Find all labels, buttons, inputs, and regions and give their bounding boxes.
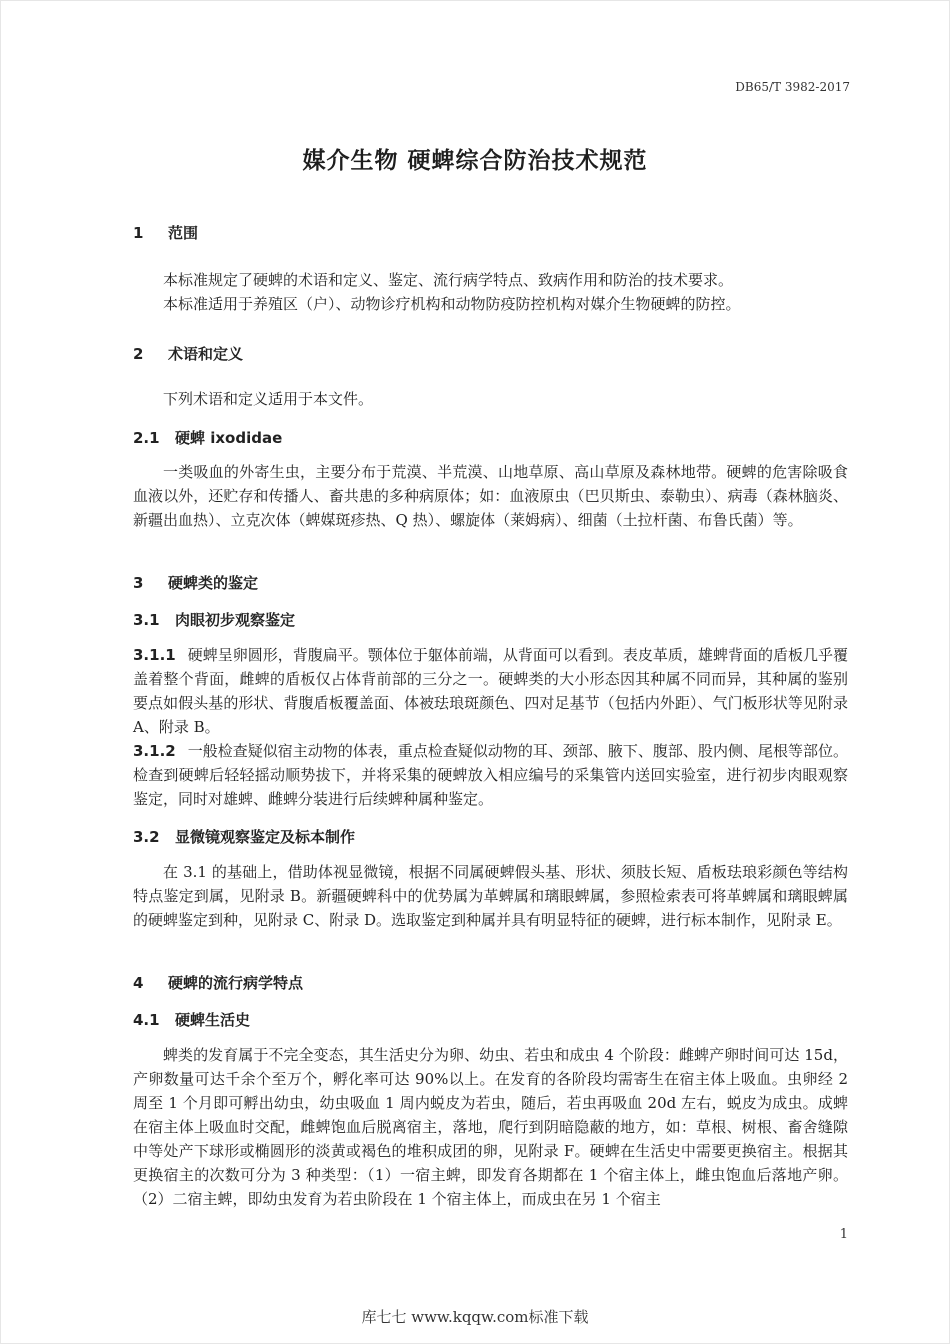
section-4-1-heading (133, 1009, 250, 1030)
section-number: 2.1 (133, 429, 160, 447)
clause-3-1-2 (133, 739, 848, 811)
section-number: 4 (133, 974, 144, 992)
clause-3-1-1 (133, 643, 848, 739)
section-title: 术语和定义 (168, 345, 244, 363)
section-2-1-paragraph: 一类吸血的外寄生虫，主要分布于荒漠、半荒漠、山地草原、高山草原及森林地带。硬蜱的危害除吸食血液以外，还贮存和传播人、畜共患的多种病原体；如：血液原虫（巴贝斯虫、泰勒虫）、病毒（森林脑炎、新疆出血热）、立克次体（蜱媒斑疹热、Q 热）、螺旋体（莱姆病）、细菌（土拉杆菌、布鲁氏菌）等。 (133, 463, 848, 529)
clause-number: 3.1.2 (133, 742, 176, 760)
clause-text: 硬蜱呈卵圆形，背腹扁平。颚体位于躯体前端，从背面可以看到。表皮革质，雄蜱背面的盾板几乎覆盖着整个背面，雌蜱的盾板仅占体背前部的三分之一。硬蜱类的大小形态因其种属不同而异，其种属的鉴别要点如假头基的形状、背腹盾板覆盖面、体被珐琅斑颜色、四对足基节（包括内外距）、气门板形状等见附录 A、附录 B。 (133, 646, 848, 736)
section-number: 3.1 (133, 611, 160, 629)
section-3-heading (133, 572, 258, 593)
section-title: 硬蜱生活史 (175, 1011, 251, 1029)
section-title: 肉眼初步观察鉴定 (175, 611, 296, 629)
section-title: 范围 (168, 224, 199, 242)
section-number: 2 (133, 345, 144, 363)
section-2-paragraph: 下列术语和定义适用于本文件。 (163, 390, 374, 408)
section-number: 3.2 (133, 828, 160, 846)
section-1-paragraph-1: 本标准规定了硬蜱的术语和定义、鉴定、流行病学特点、致病作用和防治的技术要求。 (163, 271, 734, 289)
section-number: 3 (133, 574, 144, 592)
section-1-heading (133, 222, 198, 243)
section-title: 显微镜观察鉴定及标本制作 (175, 828, 356, 846)
section-number: 1 (133, 224, 144, 242)
clause-number: 3.1.1 (133, 646, 176, 664)
standard-code: DB65/T 3982-2017 (735, 80, 850, 94)
section-number: 4.1 (133, 1011, 160, 1029)
section-4-1-paragraph: 蜱类的发育属于不完全变态，其生活史分为卵、幼虫、若虫和成虫 4 个阶段：雌蜱产卵时间可达 15d，产卵数量可达千余个至万个，孵化率可达 90%以上。在发育的各阶段均需寄生在宿主体上吸血。虫卵经 2 周至 1 个月即可孵出幼虫，幼虫吸血 1 周内蜕皮为若虫，随后，若虫再吸血 20d 左右，蜕皮为成虫。成蜱在宿主体上吸血时交配，雌蜱饱血后脱离宿主，落地，爬行到阴暗隐蔽的地方，如：草根、树根、畜舍缝隙中等处产下球形或椭圆形的淡黄或褐色的堆积成团的卵，见附录 F。硬蜱在生活史中需要更换宿主。根据其更换宿主的次数可分为 3 种类型：（1）一宿主蜱，即发育各期都在 1 个宿主体上，雌虫饱血后落地产卵。（2）二宿主蜱，即幼虫发育为若虫阶段在 1 个宿主体上，而成虫在另 1 个宿主 (133, 1046, 848, 1208)
section-2-1-heading (133, 427, 282, 448)
section-1-paragraph-2: 本标准适用于养殖区（户）、动物诊疗机构和动物防疫防控机构对媒介生物硬蜱的防控。 (163, 295, 741, 313)
footer-watermark: 库七七 www.kqqw.com标准下载 (361, 1308, 589, 1326)
section-3-2-paragraph: 在 3.1 的基础上，借助体视显微镜，根据不同属硬蜱假头基、形状、须肢长短、盾板珐琅彩颜色等结构特点鉴定到属，见附录 B。新疆硬蜱科中的优势属为革蜱属和璃眼蜱属，参照检索表可将革蜱属和璃眼蜱属的硬蜱鉴定到种，见附录 C、附录 D。选取鉴定到种属并具有明显特征的硬蜱，进行标本制作，见附录 E。 (133, 863, 848, 929)
section-title: 硬蜱类的鉴定 (168, 574, 259, 592)
section-title: 硬蜱的流行病学特点 (168, 974, 304, 992)
section-3-2-heading (133, 826, 355, 847)
page-number: 1 (839, 1227, 848, 1242)
section-title: 硬蜱 ixodidae (175, 429, 283, 447)
section-3-1-heading (133, 609, 295, 630)
clause-text: 一般检查疑似宿主动物的体表，重点检查疑似动物的耳、颈部、腋下、腹部、股内侧、尾根等部位。检查到硬蜱后轻轻摇动顺势拔下，并将采集的硬蜱放入相应编号的采集管内送回实验室，进行初步肉眼观察鉴定，同时对雄蜱、雌蜱分装进行后续蜱种属种鉴定。 (133, 742, 848, 808)
section-2-heading (133, 343, 243, 364)
section-4-heading (133, 972, 303, 993)
document-title: 媒介生物 硬蜱综合防治技术规范 (302, 148, 648, 174)
